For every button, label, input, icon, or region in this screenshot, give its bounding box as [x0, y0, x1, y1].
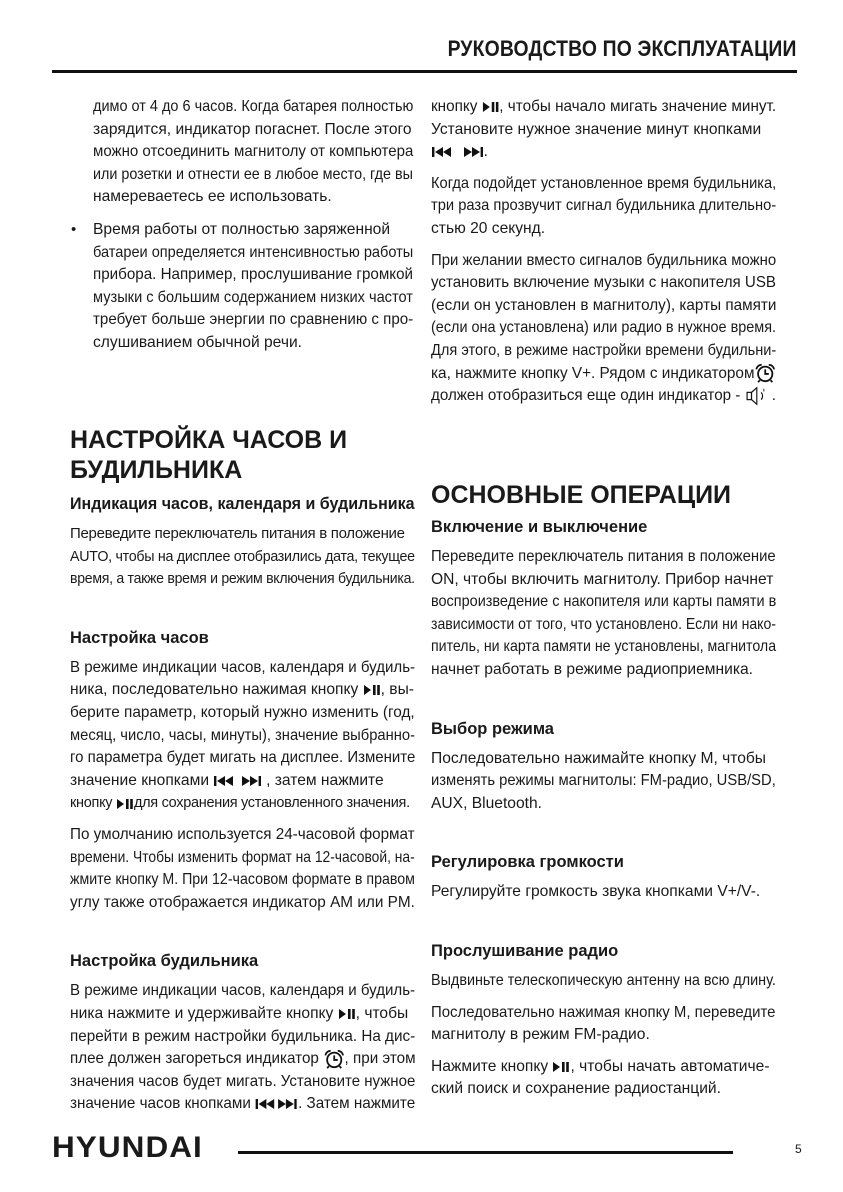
- paragraph-alarm-music: При желании вместо сигналов будильника можно установить включение музыки с накопителя USB (если он установлен в магнитолу), карты памяти (если она установлена) или радио в нужное время. Для этого, в режиме настройки времени будильни- ка, нажмите кнопку V+. Рядом с индикатором должен отобразиться еще один индикатор - .: [431, 251, 777, 405]
- section-title-clock: НАСТРОЙКА ЧАСОВ И БУДИЛЬНИКА: [70, 426, 348, 484]
- page-number: 5: [795, 1142, 802, 1156]
- section-title-operations: ОСНОВНЫЕ ОПЕРАЦИИ: [431, 481, 732, 509]
- paragraph-radio-antenna: Выдвиньте телескопическую антенну на всю длину.: [431, 971, 776, 989]
- play-pause-icon: [363, 684, 381, 696]
- paragraph-display: Переведите переключатель питания в положение AUTO, чтобы на дисплее отобразились дата, текущее время, а также время и режим включения будильника.: [70, 525, 415, 588]
- subheading-display: Индикация часов, календаря и будильника: [70, 495, 415, 513]
- paragraph-radio-mode: Последовательно нажимая кнопку M, переведите магнитолу в режим FM-радио.: [431, 1003, 776, 1044]
- paragraph-volume: Регулируйте громкость звука кнопками V+/V-.: [431, 883, 761, 901]
- play-pause-icon: [116, 798, 134, 810]
- next-track-icon: [277, 1098, 298, 1110]
- paragraph-radio-scan: Нажмите кнопку , чтобы начать автоматиче- ский поиск и сохранение радиостанций.: [431, 1057, 770, 1098]
- prev-track-icon: [431, 146, 453, 158]
- alarm-clock-icon: [754, 363, 776, 383]
- bullet-marker: •: [71, 220, 77, 238]
- bullet-item-battery-life: • Время работы от полностью заряженной батареи определяется интенсивностью работы прибора. Например, прослушивание громкой музыки с большим содержанием низких частот требует больше энергии по сравнению с про- слушиванием обычной речи.: [71, 220, 414, 351]
- paragraph-charging: димо от 4 до 6 часов. Когда батарея полностью зарядится, индикатор погаснет. После этого можно отсоединить магнитолу от компьютера или розетки и отнести ее в любое место, где вы намереваетесь ее использовать.: [93, 98, 414, 206]
- paragraph-power: Переведите переключатель питания в положение ON, чтобы включить магнитолу. Прибор начнет воспроизведение с накопителя или карты памяти в зависимости от того, что установлено. Если ни нако- питель, ни карта памяти не установлены, магнитола начнет работать в режиме радиоприемника.: [431, 548, 777, 678]
- alarm-clock-icon: [323, 1049, 344, 1069]
- paragraph-time-format: По умолчанию используется 24-часовой формат времени. Чтобы изменить формат на 12-часовой, на- жмите кнопку M. При 12-часовом формате в правом углу также отображается индикатор AM или PM.: [70, 825, 415, 911]
- subheading-power: Включение и выключение: [431, 518, 648, 536]
- page-header-title: РУКОВОДСТВО ПО ЭКСПЛУАТАЦИИ: [447, 36, 797, 61]
- subheading-mode: Выбор режима: [431, 719, 554, 738]
- brand-logo: HYUNDAI: [52, 1131, 203, 1164]
- play-pause-icon: [552, 1061, 570, 1073]
- next-track-icon: [462, 146, 484, 158]
- section-basic-operations: [431, 480, 776, 1110]
- play-pause-icon: [338, 1008, 356, 1020]
- prev-track-icon: [213, 775, 235, 787]
- paragraph-alarm-sound: Когда подойдет установленное время будильника, три раза прозвучит сигнал будильника длительно- стью 20 секунд.: [431, 174, 777, 237]
- right-column-top: [431, 96, 776, 417]
- subheading-alarm-setup: Настройка будильника: [70, 952, 259, 971]
- play-pause-icon: [482, 101, 500, 113]
- paragraph-mode: Последовательно нажимайте кнопку M, чтобы изменять режимы магнитолы: FM-радио, USB/SD, AUX, Bluetooth.: [431, 749, 776, 812]
- music-speaker-icon: [745, 386, 772, 406]
- subheading-volume: Регулировка громкости: [431, 853, 624, 872]
- paragraph-clock-setup: В режиме индикации часов, календаря и будиль- ника, последовательно нажимая кнопку , вы- берите параметр, который нужно изменить (год, месяц, число, часы, минуты), значение выбранно- го параметра будет мигать на дисплее. Измените значение кнопками , затем нажмите кнопку для сохранения установленного значения.: [70, 658, 416, 812]
- prev-track-icon: [255, 1098, 276, 1110]
- section-clock-alarm: [70, 425, 415, 1125]
- paragraph-minutes: кнопку , чтобы начало мигать значение минут. Установите нужное значение минут кнопками .: [431, 98, 777, 161]
- subheading-radio: Прослушивание радио: [431, 941, 619, 960]
- footer-divider: [238, 1151, 733, 1154]
- header-divider: [52, 70, 797, 73]
- next-track-icon: [240, 775, 262, 787]
- subheading-clock-setup: Настройка часов: [70, 628, 209, 647]
- left-column-top: [71, 96, 414, 364]
- paragraph-alarm-setup: В режиме индикации часов, календаря и будиль- ника нажмите и удерживайте кнопку , чтобы перейти в режим настройки будильника. На дис- плее должен загореться индикатор , при этом значения часов будет мигать. Установите нужное значение часов кнопками . Затем нажмите: [70, 982, 416, 1113]
